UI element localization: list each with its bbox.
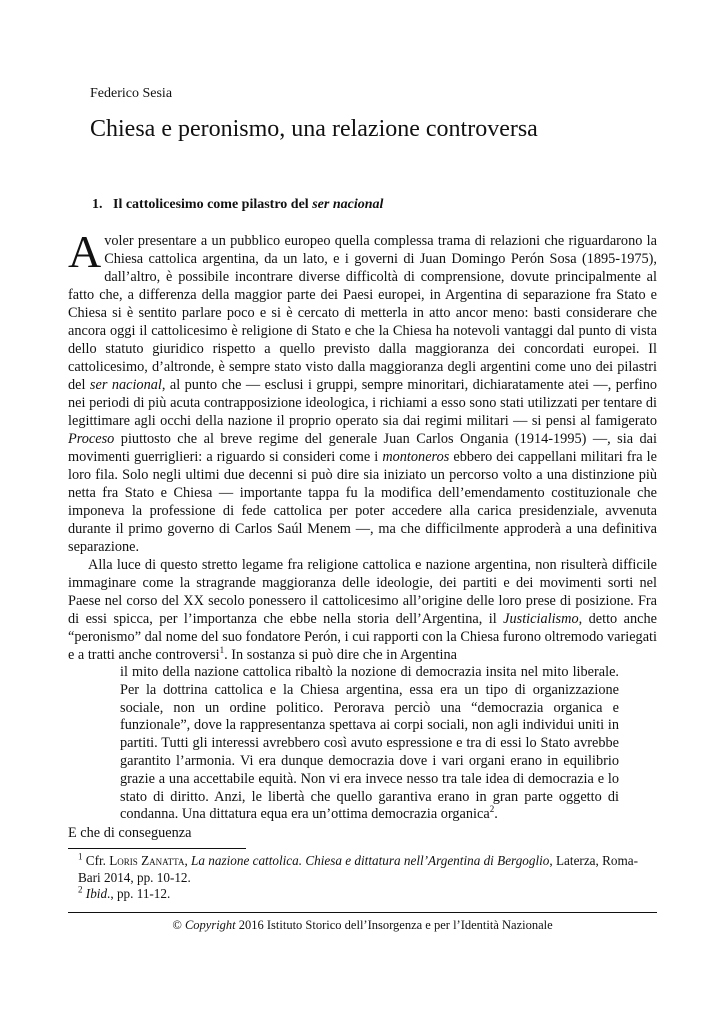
footnotes (68, 853, 657, 903)
paragraph-text: ebbero dei cappellani militari fra le loro fila. Solo negli ultimi due decenni si può dire sia iniziato un percorso volto a una distinzione più netta fra Stato e Chiesa — importante tappa fu la modifica dell’emendamento costituzionale che imponeva la professione di fede cattolica per poter accedere alla carica presidenziale, avvenuta durante il primo governo di Carlos Saúl Menem —, ma che difficilmente approderà a una definitiva separazione. (68, 449, 658, 555)
section-number: 1. (92, 197, 103, 212)
article-title: Chiesa e peronismo, una relazione controversa (90, 116, 538, 142)
footnote-number: 1 (78, 851, 83, 862)
footnote-author: Loris Zanatta (109, 853, 185, 868)
section-heading-italic: ser nacional (312, 197, 384, 212)
paragraph-1 (68, 226, 658, 556)
paragraph-2 (68, 556, 657, 664)
footnote-number: 2 (78, 884, 83, 895)
italic-term: Proceso (68, 431, 115, 447)
paragraph-text: Alla luce di questo stretto legame fra religione cattolica e nazione argentina, non risulterà difficile immaginare come la stragrande maggioranza delle ideologie, dei partiti e dei movimenti sorti nel Paese nel corso del XX secolo ponessero il cattolicesimo all’origine delle loro prese di posizione. Fra di essi spicca, per l’importanza che ebbe nella storia dell’Argentina, il (68, 557, 657, 627)
author-name: Federico Sesia (90, 86, 173, 101)
paragraph-text: , detto anche “peronismo” dal nome del suo fondatore Perón, i cui rapporti con la Chiesa furono oltremodo variegati e a tratti anche controversi (68, 611, 657, 663)
footnote-book-title: La nazione cattolica. Chiesa e dittatura nell’Argentina di Bergoglio (191, 853, 550, 868)
footnote-ref-2[interactable]: 2 (489, 804, 495, 815)
copyright-notice (68, 918, 657, 933)
footnote-text: , Laterza, Roma-Bari 2014, pp. 10-12. (78, 853, 639, 885)
copyright-divider (68, 912, 657, 913)
paragraph-3: E che di conseguenza (68, 825, 192, 842)
footnote-1 (68, 853, 657, 886)
italic-term: Justicialismo (503, 611, 579, 627)
footnote-ref-1[interactable]: 1 (219, 645, 225, 656)
paragraph-text: . In sostanza si può dire che in Argentina (224, 647, 457, 663)
footnote-text: ., pp. 11-12. (107, 886, 171, 901)
drop-cap: A (68, 226, 102, 277)
paragraph-text: piuttosto che al breve regime del generale Juan Carlos Ongania (1914-1995) —, sia dai movimenti guerriglieri: a riguardo si consideri come i (68, 431, 657, 465)
footnote-2 (68, 886, 657, 903)
italic-term: ser nacional (89, 377, 162, 393)
article-body (68, 226, 658, 842)
section-heading (92, 197, 383, 213)
footnote-ibid: Ibid (85, 886, 108, 901)
paragraph-text: , al punto che — esclusi i gruppi, sempre minoritari, dichiaratamente atei —, perfino nei periodi di più acuta contrapposizione ideologica, i richiami a esso sono stati utilizzati per tentare di legittimare agli occhi della nazione il proprio operato sia dai regimi militari — si pensi al famigerato (68, 377, 657, 429)
copyright-symbol: © (172, 918, 182, 932)
footnote-divider (68, 848, 246, 849)
copyright-label: Copyright (184, 918, 236, 932)
paragraph-text: voler presentare a un pubblico europeo quella complessa trama di relazioni che riguardarono la Chiesa cattolica argentina, da un lato, e i governi di Juan Domingo Perón Sosa (1895-1975), dall’altro, è possibile incontrare diverse difficoltà di comprensione, dovute principalmente al fatto che, a differenza della maggior parte dei Paesi europei, in Argentina di separazione fra Stato e Chiesa si è sentito parlare poco e si è cercato di metterla in atto ancor meno: basti considerare che ancora oggi il cattolicesimo è religione di Stato e che la Chiesa ha notevoli vantaggi dal punto di vista dello statuto giuridico rispetto a quello previsto dalla maggioranza dei concordati europei. Il cattolicesimo, d’altronde, è sempre stato visto dalla maggioranza degli argentini come uno dei pilastri del (68, 233, 657, 393)
quote-text: . (494, 806, 498, 823)
section-heading-text: Il cattolicesimo come pilastro del (113, 197, 309, 212)
copyright-text: 2016 Istituto Storico dell’Insorgenza e per l’Identità Nazionale (238, 918, 553, 932)
italic-term: montoneros (382, 449, 450, 465)
quote-text: il mito della nazione cattolica ribaltò la nozione di democrazia insita nel mito liberale. Per la dottrina cattolica e la Chiesa argentina, essa era un tipo di organizzazione sociale, non un ordine politico. Perorava perciò una “democrazia organica e funzionale”, dove la rappresentanza spettava ai corpi sociali, non agli individui uniti in partiti. Tutti gli interessi avrebbero così avuto espressione e tra di essi lo Stato avrebbe garantito l’armonia. Vi era dunque democrazia dove i vari organi erano in equilibrio grazie a una accettabile equità. Non vi era invece nesso tra tale idea di democrazia e lo stato di diritto. Anzi, le libertà che quello garantiva erano in gran parte oggetto di condanna. Una dittatura equa era un’ottima democrazia organica (120, 664, 619, 823)
block-quote (68, 664, 657, 824)
footnote-text: , (184, 853, 188, 868)
footnote-text: Cfr. (85, 853, 106, 868)
